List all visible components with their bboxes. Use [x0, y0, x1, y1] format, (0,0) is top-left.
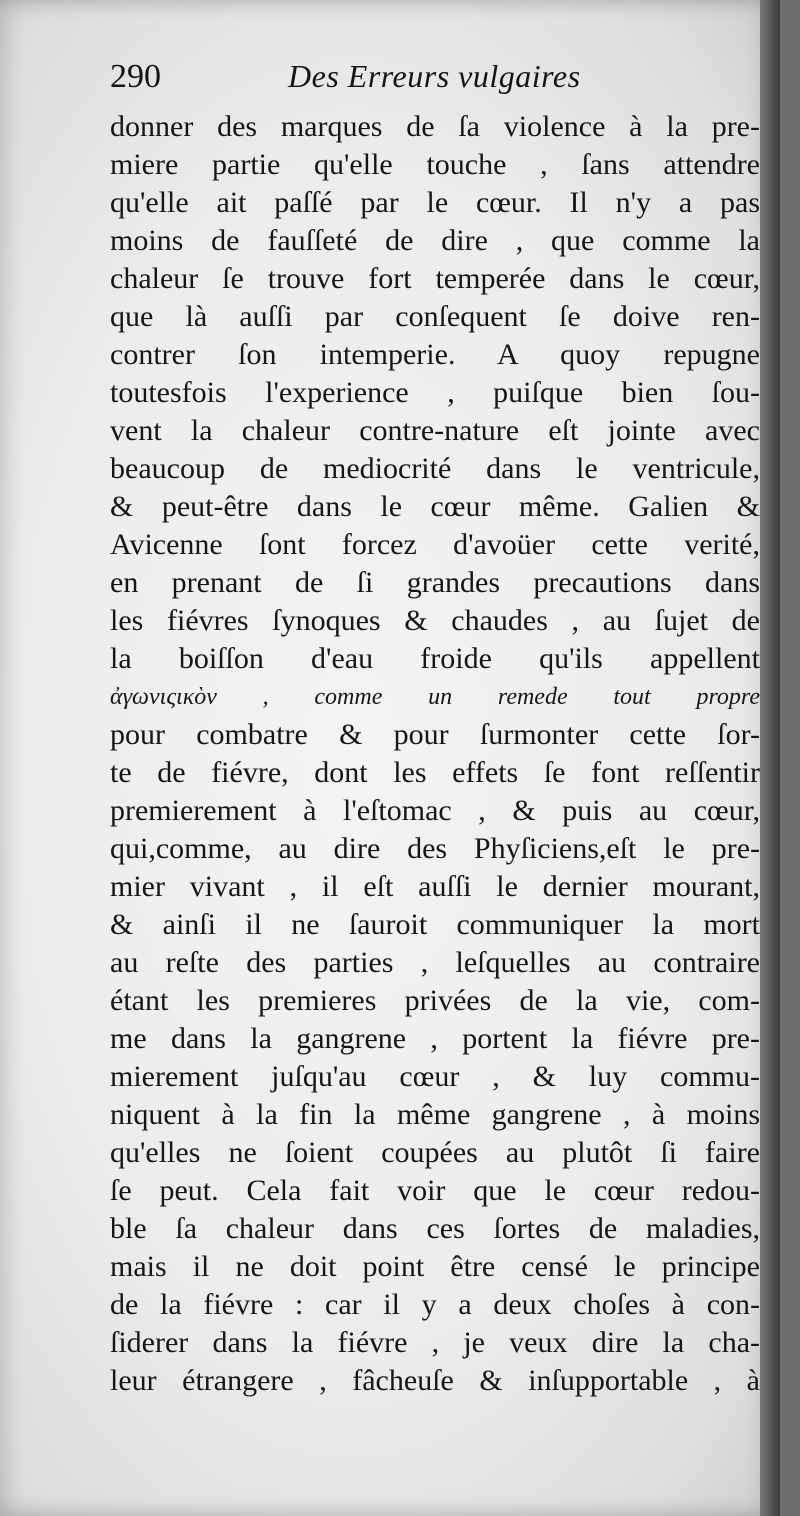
text-line: miere partie qu'elle touche , ſans attendre: [110, 148, 760, 181]
page-number: 290: [110, 58, 161, 95]
text-line: la boiſſon d'eau froide qu'ils appellent: [110, 642, 760, 675]
text-line: ſe peut. Cela fait voir que le cœur redou-: [110, 1174, 760, 1207]
text-line: qu'elle ait paſſé par le cœur. Il n'y a pas: [110, 186, 760, 219]
running-title: Des Erreurs vulgaires: [288, 58, 581, 94]
page-header: [110, 58, 670, 108]
text-line: mierement juſqu'au cœur , & luy commu-: [110, 1060, 760, 1093]
text-line-greek: ἀγωνιςικὸν , comme un remede tout propre: [110, 684, 760, 710]
text-line: leur étrangere , fâcheuſe & inſupportable , à: [110, 1364, 760, 1397]
text-line: mier vivant , il eſt auſſi le dernier mourant,: [110, 870, 760, 903]
text-line: vent la chaleur contre-nature eſt jointe avec: [110, 414, 760, 447]
text-line: contrer ſon intemperie. A quoy repugne: [110, 338, 760, 371]
text-line: moins de fauſſeté de dire , que comme la: [110, 224, 760, 257]
text-line: me dans la gangrene , portent la fiévre pre-: [110, 1022, 760, 1055]
text-line: qui,comme, au dire des Phyſiciens,eſt le pre-: [110, 832, 760, 865]
text-line: te de fiévre, dont les effets ſe font reſſentir: [110, 756, 760, 789]
text-line: toutesfois l'experience , puiſque bien ſou-: [110, 376, 760, 409]
text-line: les fiévres ſynoques & chaudes , au ſujet de: [110, 604, 760, 637]
text-line: Avicenne ſont forcez d'avoüer cette verité,: [110, 528, 760, 561]
text-line: & ainſi il ne ſauroit communiquer la mort: [110, 908, 760, 941]
text-line: en prenant de ſi grandes precautions dans: [110, 566, 760, 599]
text-line: ble ſa chaleur dans ces ſortes de maladies,: [110, 1212, 760, 1245]
text-line: donner des marques de ſa violence à la pre-: [110, 110, 760, 143]
text-line: beaucoup de mediocrité dans le ventricule,: [110, 452, 760, 485]
text-line: premierement à l'eſtomac , & puis au cœur,: [110, 794, 760, 827]
text-line: au reſte des parties , leſquelles au contraire: [110, 946, 760, 979]
page-edge-shadow: [760, 0, 780, 1516]
text-line: ſiderer dans la fiévre , je veux dire la cha-: [110, 1326, 760, 1359]
body-text: [110, 108, 760, 1400]
text-line: que là auſſi par conſequent ſe doive ren-: [110, 300, 760, 333]
text-line: qu'elles ne ſoient coupées au plutôt ſi faire: [110, 1136, 760, 1169]
text-line: mais il ne doit point être censé le principe: [110, 1250, 760, 1283]
text-line: étant les premieres privées de la vie, com-: [110, 984, 760, 1017]
text-line: & peut-être dans le cœur même. Galien &: [110, 490, 760, 523]
text-line: chaleur ſe trouve fort temperée dans le cœur,: [110, 262, 760, 295]
text-line: de la fiévre : car il y a deux choſes à con-: [110, 1288, 760, 1321]
text-line: pour combatre & pour ſurmonter cette ſor-: [110, 718, 760, 751]
text-line: niquent à la fin la même gangrene , à moins: [110, 1098, 760, 1131]
